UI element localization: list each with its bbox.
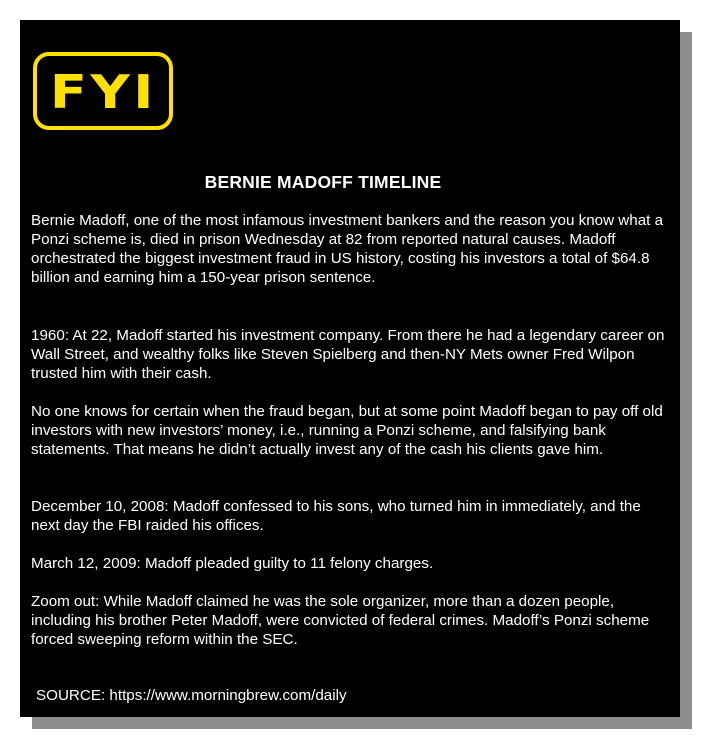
intro-paragraph: Bernie Madoff, one of the most infamous investment bankers and the reason you know what a Ponzi scheme is, died in prison Wednesday at 82 from reported natural causes. Madoff orchestrated the biggest investment fraud in US history, costing his investors a total of $64.8 billion and earning him a 150-year prison sentence. [31, 212, 664, 286]
timeline-1960-paragraph: 1960: At 22, Madoff started his investment company. From there he had a legendary career on Wall Street, and wealthy folks like Steven Spielberg and then-NY Mets owner Fred Wilpon trusted him with their cash. [31, 327, 665, 382]
timeline-2009-paragraph: March 12, 2009: Madoff pleaded guilty to 11 felony charges. [31, 555, 434, 572]
source-line: SOURCE: https://www.morningbrew.com/daily [36, 687, 347, 704]
timeline-2008-paragraph: December 10, 2008: Madoff confessed to his sons, who turned him in immediately, and the next day the FBI raided his offices. [31, 498, 641, 534]
fyi-logo [33, 52, 173, 130]
fraud-paragraph: No one knows for certain when the fraud began, but at some point Madoff began to pay off old investors with new investors’ money, i.e., running a Ponzi scheme, and falsifying bank statements. That means he didn’t actually invest any of the cash his clients gave him. [31, 403, 663, 458]
page-title: BERNIE MADOFF TIMELINE [204, 172, 442, 192]
fyi-card [20, 20, 680, 717]
zoom-out-paragraph: Zoom out: While Madoff claimed he was the sole organizer, more than a dozen people, including his brother Peter Madoff, were convicted of federal crimes. Madoff’s Ponzi scheme forced sweeping reform within the SEC. [31, 593, 650, 648]
fyi-logo-text: FYI [49, 65, 157, 119]
